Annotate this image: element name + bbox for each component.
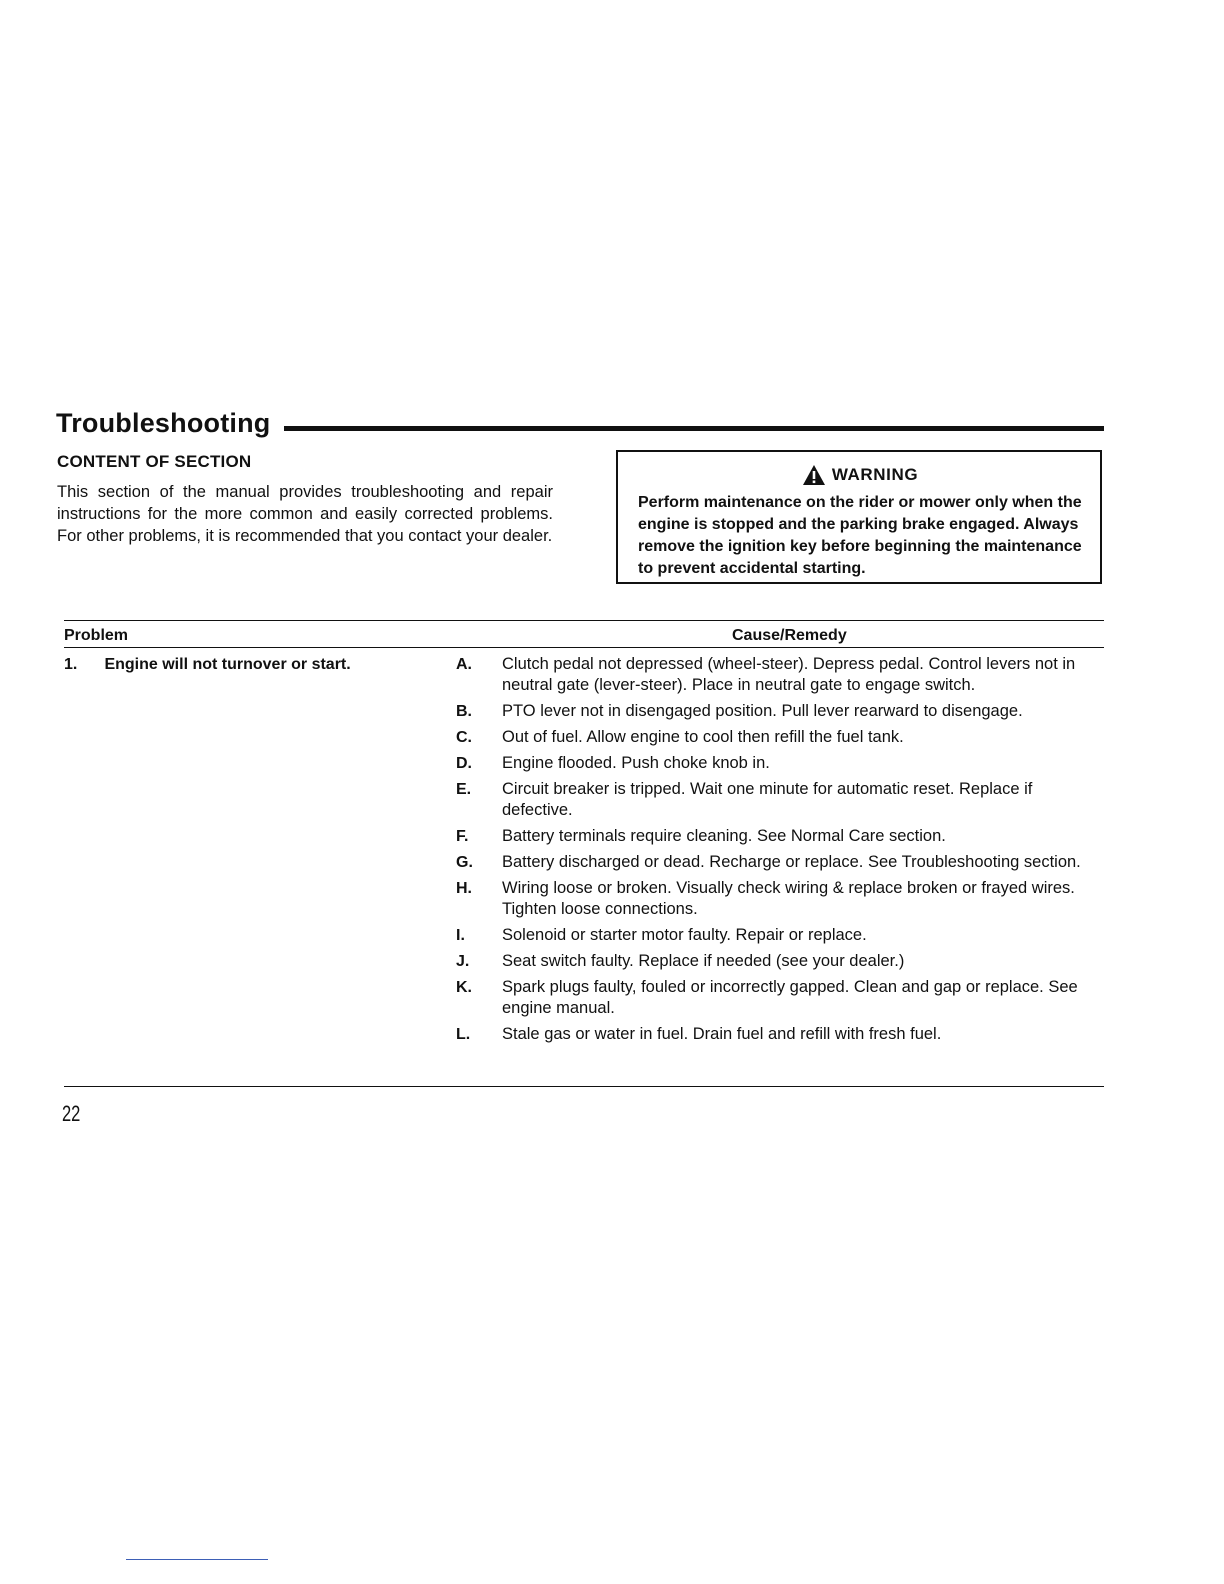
troubleshooting-table (64, 620, 1104, 1087)
cause-item (456, 852, 1104, 873)
bottom-link-line (126, 1559, 268, 1560)
cause-letter: J. (456, 953, 470, 970)
cause-item (456, 701, 1104, 722)
cause-item (456, 951, 1104, 972)
cause-letter: B. (456, 703, 472, 720)
cause-letter: C. (456, 729, 472, 746)
cause-item (456, 779, 1104, 821)
cause-list (456, 654, 1104, 1050)
problem-text: Engine will not turnover or start. (104, 656, 351, 673)
cause-item (456, 826, 1104, 847)
warning-triangle-icon (802, 464, 826, 486)
cause-item (456, 727, 1104, 748)
cause-letter: H. (456, 880, 472, 897)
cause-text: Circuit breaker is tripped. Wait one minute for automatic reset. Replace if defective. (502, 780, 1033, 819)
cause-letter: A. (456, 656, 472, 673)
cause-text: Solenoid or starter motor faulty. Repair or replace. (502, 926, 867, 944)
warning-title: WARNING (831, 465, 919, 484)
cause-text: Battery terminals require cleaning. See Normal Care section. (502, 827, 946, 845)
cause-text: Seat switch faulty. Replace if needed (see your dealer.) (502, 952, 905, 970)
intro-text: This section of the manual provides troubleshooting and repair instructions for the more common and easily corrected problems. For other problems, it is recommended that you contact your dealer. (57, 483, 553, 545)
cause-letter: F. (456, 828, 469, 845)
intro-heading: CONTENT OF SECTION (57, 452, 252, 471)
cause-item (456, 654, 1104, 696)
cause-letter: D. (456, 755, 472, 772)
cause-letter: E. (456, 781, 472, 798)
table-header-row (64, 621, 1104, 647)
section-header (56, 402, 1104, 446)
cause-text: Wiring loose or broken. Visually check wiring & replace broken or frayed wires. Tighten loose connections. (502, 879, 1075, 918)
section-title: Troubleshooting (56, 408, 271, 438)
problem-column-header: Problem (64, 627, 129, 644)
title-rule (284, 426, 1104, 431)
cause-item (456, 977, 1104, 1019)
problem-item (64, 656, 351, 674)
table-body (64, 648, 1104, 1086)
intro-block (57, 452, 553, 547)
cause-column-header: Cause/Remedy (732, 627, 847, 644)
cause-text: Stale gas or water in fuel. Drain fuel and refill with fresh fuel. (502, 1025, 942, 1043)
table-bottom-rule (64, 1086, 1104, 1087)
cause-text: Engine flooded. Push choke knob in. (502, 754, 770, 772)
cause-text: Clutch pedal not depressed (wheel-steer). Depress pedal. Control levers not in neutral gate (lever-steer). Place in neutral gate to engage switch. (502, 655, 1076, 694)
cause-item (456, 753, 1104, 774)
cause-letter: L. (456, 1026, 471, 1043)
cause-item (456, 1024, 1104, 1045)
page-number: 22 (62, 1101, 81, 1126)
warning-text: Perform maintenance on the rider or mower only when the engine is stopped and the parking brake engaged. Always remove the ignition key before beginning the maintenance to prevent accidental starting. (638, 494, 1082, 577)
cause-letter: K. (456, 979, 472, 996)
cause-letter: G. (456, 854, 473, 871)
cause-item (456, 878, 1104, 920)
cause-text: PTO lever not in disengaged position. Pull lever rearward to disengage. (502, 702, 1023, 720)
cause-text: Out of fuel. Allow engine to cool then refill the fuel tank. (502, 728, 904, 746)
cause-text: Battery discharged or dead. Recharge or replace. See Troubleshooting section. (502, 853, 1081, 871)
warning-header (638, 464, 1082, 486)
cause-text: Spark plugs faulty, fouled or incorrectly gapped. Clean and gap or replace. See engine manual. (502, 978, 1078, 1017)
cause-letter: I. (456, 927, 465, 944)
problem-number: 1. (64, 656, 78, 673)
warning-box (616, 450, 1102, 584)
cause-item (456, 925, 1104, 946)
